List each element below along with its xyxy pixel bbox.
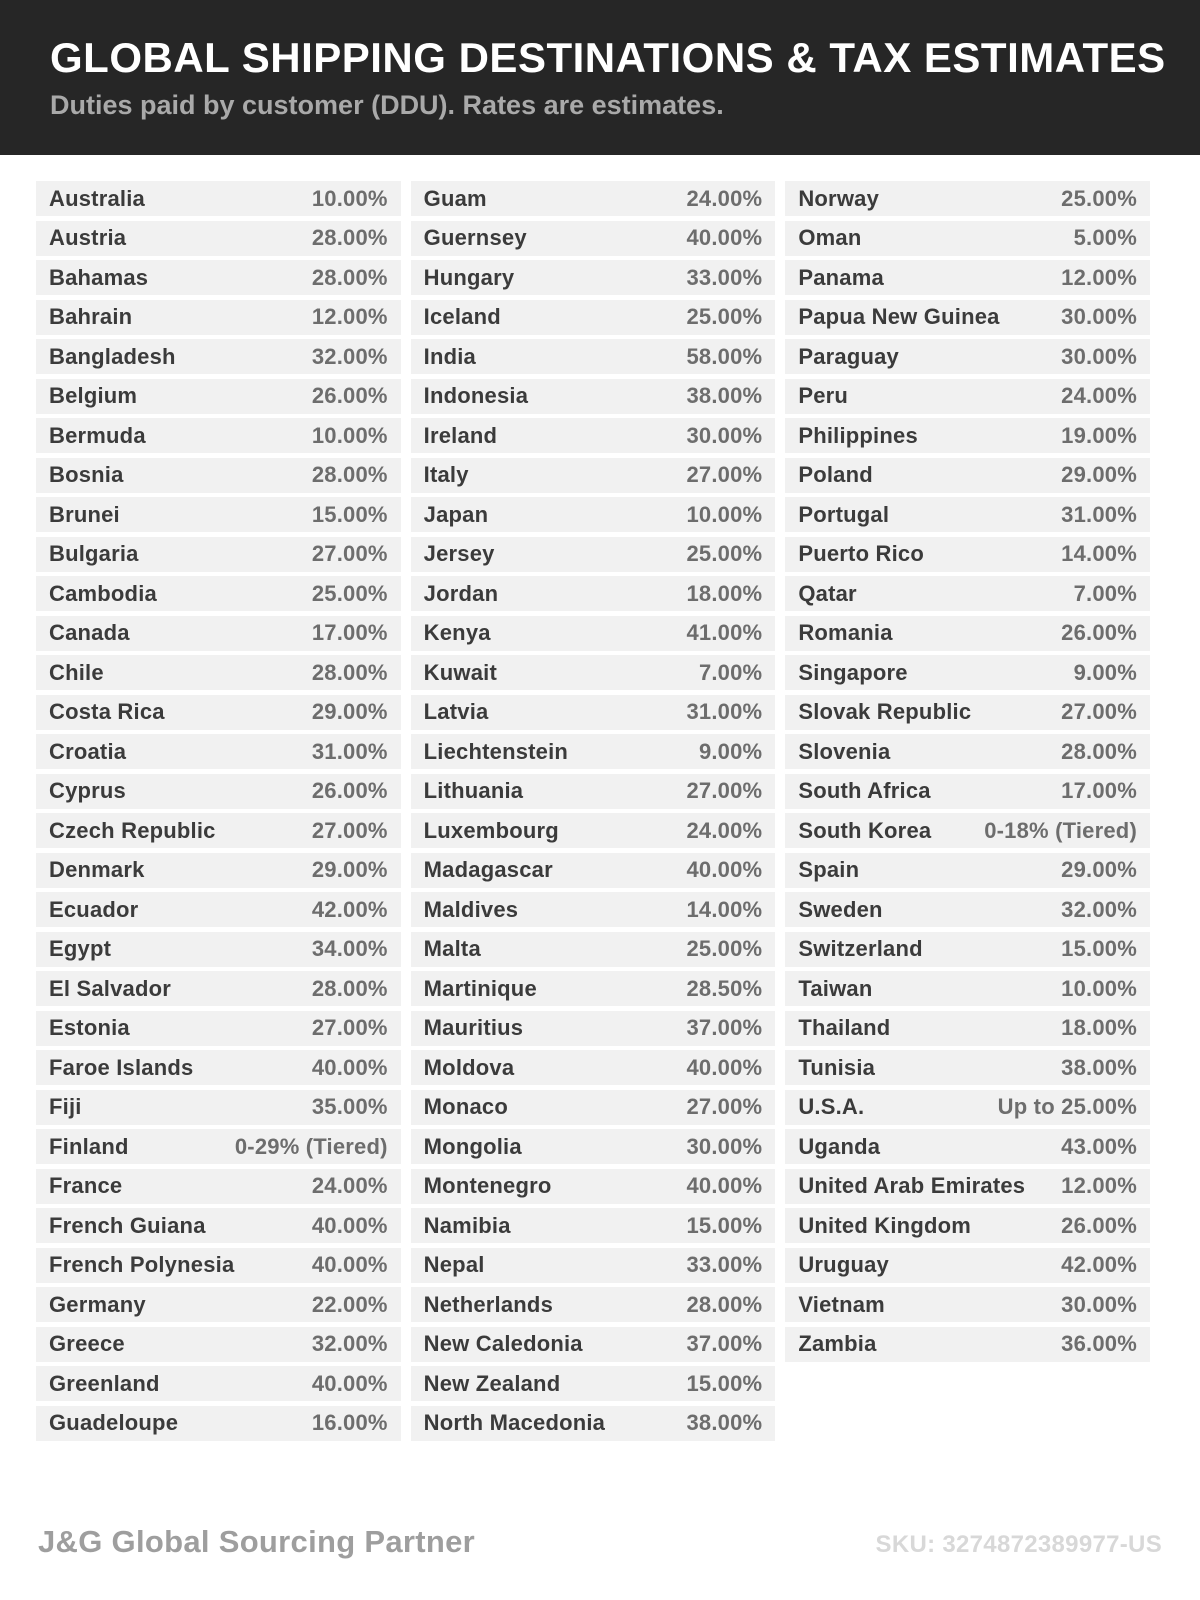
country-name: Oman — [798, 225, 862, 251]
tax-rate-value: 26.00% — [1061, 620, 1137, 646]
table-row — [411, 181, 776, 216]
table-row — [36, 181, 401, 216]
country-name: Sweden — [798, 896, 883, 922]
tax-rate-value: 12.00% — [311, 304, 388, 330]
country-name: South Africa — [798, 778, 931, 804]
tax-rate-value: 40.00% — [311, 1252, 388, 1278]
table-row — [785, 734, 1150, 769]
country-name: Latvia — [423, 699, 489, 725]
tax-rate-value: 24.00% — [686, 817, 763, 843]
country-name: Italy — [423, 462, 469, 488]
tax-rate-value: 40.00% — [686, 1173, 763, 1199]
tax-rate-value: 17.00% — [1061, 778, 1137, 804]
tax-rate-value: 12.00% — [1061, 264, 1137, 290]
tax-rate-value: 24.00% — [311, 1173, 388, 1199]
tax-rate-value: 29.00% — [311, 857, 388, 883]
country-name: Slovenia — [798, 738, 891, 764]
table-row — [36, 853, 401, 888]
country-name: United Arab Emirates — [798, 1173, 1026, 1199]
table-row — [411, 892, 776, 927]
tax-rate-value: 27.00% — [686, 462, 763, 488]
country-name: New Zealand — [423, 1370, 561, 1396]
country-name: Papua New Guinea — [798, 304, 1000, 330]
tax-rate-value: 28.00% — [311, 659, 388, 685]
tax-rate-value: 30.00% — [1061, 304, 1137, 330]
tax-rate-value: 42.00% — [311, 896, 388, 922]
tax-rate-value: 14.00% — [686, 896, 763, 922]
country-name: Bermuda — [49, 422, 146, 448]
table-row — [411, 537, 776, 572]
table-row — [411, 655, 776, 690]
tax-rate-value: 37.00% — [686, 1015, 763, 1041]
tax-rate-value: 10.00% — [311, 422, 388, 448]
country-name: Bangladesh — [49, 343, 176, 369]
table-row — [411, 1011, 776, 1046]
table-row — [785, 1208, 1150, 1243]
page-subtitle: Duties paid by customer (DDU). Rates are estimates. — [50, 90, 724, 121]
country-name: Switzerland — [798, 936, 923, 962]
country-name: Puerto Rico — [798, 541, 924, 567]
tax-rate-value: 28.00% — [311, 264, 388, 290]
tax-rate-value: 15.00% — [1061, 936, 1137, 962]
tax-rate-value: 25.00% — [311, 580, 388, 606]
table-row — [36, 458, 401, 493]
country-name: Portugal — [798, 501, 890, 527]
tax-rate-value: 0-29% (Tiered) — [234, 1133, 388, 1159]
country-name: Belgium — [49, 383, 138, 409]
tax-rate-value: 28.00% — [686, 1291, 763, 1317]
country-name: Peru — [798, 383, 849, 409]
country-name: Croatia — [49, 738, 127, 764]
country-name: Qatar — [798, 580, 857, 606]
table-row — [36, 1050, 401, 1085]
country-name: Jersey — [423, 541, 495, 567]
tax-rate-value: 43.00% — [1061, 1133, 1137, 1159]
page-title: GLOBAL SHIPPING DESTINATIONS & TAX ESTIMATES — [50, 34, 1166, 81]
table-row — [785, 971, 1150, 1006]
country-name: Denmark — [49, 857, 145, 883]
table-row — [785, 458, 1150, 493]
country-name: Germany — [49, 1291, 146, 1317]
country-name: Bahamas — [49, 264, 149, 290]
table-row — [411, 971, 776, 1006]
country-name: French Guiana — [49, 1212, 206, 1238]
country-name: Namibia — [423, 1212, 511, 1238]
country-name: Paraguay — [798, 343, 899, 369]
table-row — [785, 181, 1150, 216]
country-name: Zambia — [798, 1331, 877, 1357]
table-row — [411, 1169, 776, 1204]
tax-rate-value: 31.00% — [1061, 501, 1137, 527]
tax-rate-value: 34.00% — [311, 936, 388, 962]
tax-rate-value: 40.00% — [686, 857, 763, 883]
tax-rate-value: 27.00% — [311, 817, 388, 843]
table-row — [785, 853, 1150, 888]
table-row — [785, 1248, 1150, 1283]
table-row — [785, 695, 1150, 730]
table-row — [785, 339, 1150, 374]
country-name: Canada — [49, 620, 130, 646]
table-row — [36, 300, 401, 335]
tax-rate-value: 9.00% — [698, 738, 763, 764]
tax-rate-value: 10.00% — [311, 185, 388, 211]
header-banner — [0, 0, 1200, 155]
tax-rate-value: 7.00% — [1073, 580, 1137, 606]
table-row — [36, 497, 401, 532]
country-name: Martinique — [423, 975, 537, 1001]
table-row — [785, 813, 1150, 848]
table-row — [36, 379, 401, 414]
rate-column — [36, 181, 401, 1441]
country-name: Singapore — [798, 659, 908, 685]
tax-rate-value: 28.00% — [311, 462, 388, 488]
country-name: United Kingdom — [798, 1212, 971, 1238]
table-row — [785, 497, 1150, 532]
tax-rate-value: 28.50% — [686, 975, 763, 1001]
tax-rate-value: 29.00% — [1061, 857, 1137, 883]
tax-rate-value: 38.00% — [1061, 1054, 1137, 1080]
country-name: Ecuador — [49, 896, 139, 922]
table-row — [411, 1287, 776, 1322]
country-name: Cyprus — [49, 778, 126, 804]
table-row — [785, 576, 1150, 611]
country-name: Fiji — [49, 1094, 82, 1120]
country-name: India — [423, 343, 476, 369]
table-row — [785, 537, 1150, 572]
tax-rate-value: 26.00% — [311, 383, 388, 409]
country-name: Faroe Islands — [49, 1054, 194, 1080]
table-row — [36, 339, 401, 374]
country-name: Hungary — [423, 264, 515, 290]
country-name: Poland — [798, 462, 873, 488]
country-name: Madagascar — [423, 857, 553, 883]
tax-rate-value: 33.00% — [686, 264, 763, 290]
tax-rate-value: 28.00% — [311, 225, 388, 251]
table-row — [785, 221, 1150, 256]
table-row — [36, 576, 401, 611]
tax-rate-value: 28.00% — [1061, 738, 1137, 764]
tax-rate-value: 27.00% — [311, 541, 388, 567]
country-name: Moldova — [423, 1054, 515, 1080]
table-row — [411, 379, 776, 414]
table-row — [411, 576, 776, 611]
table-row — [36, 616, 401, 651]
country-name: Lithuania — [423, 778, 524, 804]
tax-rate-value: 26.00% — [1061, 1212, 1137, 1238]
tax-rate-value: 15.00% — [686, 1370, 763, 1396]
tax-rate-value: 30.00% — [1061, 1291, 1137, 1317]
country-name: Panama — [798, 264, 884, 290]
country-name: Jordan — [423, 580, 499, 606]
tax-rate-value: 18.00% — [686, 580, 763, 606]
tax-rate-value: 30.00% — [686, 422, 763, 448]
tax-rate-value: 12.00% — [1061, 1173, 1137, 1199]
table-row — [36, 1090, 401, 1125]
tax-rate-value: 15.00% — [686, 1212, 763, 1238]
table-row — [36, 1287, 401, 1322]
country-name: Philippines — [798, 422, 918, 448]
table-row — [785, 892, 1150, 927]
country-name: Mauritius — [423, 1015, 524, 1041]
tax-rate-value: 27.00% — [686, 778, 763, 804]
table-row — [411, 260, 776, 295]
country-name: Costa Rica — [49, 699, 165, 725]
tax-rate-value: 32.00% — [311, 343, 388, 369]
table-row — [411, 497, 776, 532]
table-row — [411, 458, 776, 493]
tax-rate-value: 27.00% — [686, 1094, 763, 1120]
tax-rate-table — [0, 181, 1200, 1441]
table-row — [411, 774, 776, 809]
country-name: New Caledonia — [423, 1331, 583, 1357]
table-row — [411, 1208, 776, 1243]
tax-rate-value: 25.00% — [686, 304, 763, 330]
table-row — [785, 1050, 1150, 1085]
table-row — [36, 221, 401, 256]
table-row — [785, 300, 1150, 335]
table-row — [36, 1129, 401, 1164]
table-row — [785, 616, 1150, 651]
sku-label: SKU: 3274872389977-US — [875, 1531, 1162, 1558]
tax-rate-value: 25.00% — [686, 541, 763, 567]
table-row — [36, 260, 401, 295]
tax-rate-value: 40.00% — [686, 225, 763, 251]
country-name: South Korea — [798, 817, 932, 843]
country-name: France — [49, 1173, 123, 1199]
tax-rate-value: 40.00% — [311, 1054, 388, 1080]
country-name: Brunei — [49, 501, 120, 527]
table-row — [36, 537, 401, 572]
tax-rate-value: 32.00% — [1061, 896, 1137, 922]
tax-rate-value: 9.00% — [1073, 659, 1137, 685]
tax-rate-value: 10.00% — [686, 501, 763, 527]
tax-rate-value: 19.00% — [1061, 422, 1137, 448]
table-row — [411, 695, 776, 730]
country-name: Greenland — [49, 1370, 160, 1396]
country-name: Norway — [798, 185, 879, 211]
table-row — [785, 655, 1150, 690]
table-row — [785, 932, 1150, 967]
tax-rate-value: 40.00% — [311, 1212, 388, 1238]
table-row — [36, 695, 401, 730]
tax-rate-value: 31.00% — [311, 738, 388, 764]
country-name: Kenya — [423, 620, 491, 646]
country-name: Slovak Republic — [798, 699, 972, 725]
footer — [0, 1524, 1200, 1560]
country-name: Chile — [49, 659, 104, 685]
table-row — [36, 971, 401, 1006]
table-row — [411, 1050, 776, 1085]
table-row — [36, 1208, 401, 1243]
country-name: Cambodia — [49, 580, 157, 606]
country-name: Austria — [49, 225, 127, 251]
table-row — [411, 1090, 776, 1125]
table-row — [411, 813, 776, 848]
table-row — [785, 1090, 1150, 1125]
table-row — [785, 1011, 1150, 1046]
rate-column — [785, 181, 1150, 1362]
table-row — [411, 1366, 776, 1401]
country-name: Guam — [423, 185, 487, 211]
country-name: Nepal — [423, 1252, 485, 1278]
tax-rate-value: 40.00% — [686, 1054, 763, 1080]
table-row — [785, 1327, 1150, 1362]
brand-name: J&G Global Sourcing Partner — [38, 1524, 476, 1559]
tax-rate-value: 30.00% — [1061, 343, 1137, 369]
table-row — [411, 339, 776, 374]
table-row — [785, 1287, 1150, 1322]
country-name: Iceland — [423, 304, 501, 330]
country-name: Bahrain — [49, 304, 133, 330]
table-row — [36, 1248, 401, 1283]
tax-rate-value: 58.00% — [686, 343, 763, 369]
table-row — [36, 892, 401, 927]
tax-rate-value: 0-18% (Tiered) — [984, 817, 1137, 843]
country-name: Montenegro — [423, 1173, 552, 1199]
country-name: French Polynesia — [49, 1252, 235, 1278]
country-name: Malta — [423, 936, 481, 962]
table-row — [411, 853, 776, 888]
country-name: U.S.A. — [798, 1094, 865, 1120]
table-row — [411, 932, 776, 967]
country-name: Japan — [423, 501, 489, 527]
tax-rate-value: 40.00% — [311, 1370, 388, 1396]
country-name: Romania — [798, 620, 893, 646]
country-name: Egypt — [49, 936, 112, 962]
tax-rate-value: Up to 25.00% — [997, 1094, 1137, 1120]
table-row — [36, 1366, 401, 1401]
country-name: Bosnia — [49, 462, 124, 488]
table-row — [36, 655, 401, 690]
table-row — [785, 379, 1150, 414]
tax-rate-value: 17.00% — [311, 620, 388, 646]
table-row — [411, 616, 776, 651]
table-row — [36, 1011, 401, 1046]
tax-rate-value: 30.00% — [686, 1133, 763, 1159]
country-name: Vietnam — [798, 1291, 885, 1317]
tax-rate-value: 25.00% — [1061, 185, 1137, 211]
tax-rate-value: 24.00% — [686, 185, 763, 211]
table-row — [411, 418, 776, 453]
table-row — [411, 734, 776, 769]
table-row — [785, 1169, 1150, 1204]
country-name: El Salvador — [49, 975, 172, 1001]
tax-rate-value: 27.00% — [311, 1015, 388, 1041]
tax-rate-value: 29.00% — [311, 699, 388, 725]
tax-rate-value: 41.00% — [686, 620, 763, 646]
table-row — [411, 1248, 776, 1283]
country-name: Monaco — [423, 1094, 508, 1120]
table-row — [36, 418, 401, 453]
table-row — [411, 1129, 776, 1164]
country-name: Indonesia — [423, 383, 529, 409]
country-name: Taiwan — [798, 975, 873, 1001]
tax-rate-value: 26.00% — [311, 778, 388, 804]
tax-rate-value: 37.00% — [686, 1331, 763, 1357]
tax-rate-value: 10.00% — [1061, 975, 1137, 1001]
country-name: North Macedonia — [423, 1410, 606, 1436]
country-name: Finland — [49, 1133, 129, 1159]
country-name: Czech Republic — [49, 817, 216, 843]
country-name: Estonia — [49, 1015, 130, 1041]
country-name: Ireland — [423, 422, 498, 448]
tax-rate-value: 25.00% — [686, 936, 763, 962]
table-row — [411, 1327, 776, 1362]
tax-rate-value: 33.00% — [686, 1252, 763, 1278]
country-name: Luxembourg — [423, 817, 559, 843]
tax-rate-value: 42.00% — [1061, 1252, 1137, 1278]
country-name: Uruguay — [798, 1252, 889, 1278]
tax-rate-value: 14.00% — [1061, 541, 1137, 567]
tax-rate-value: 15.00% — [311, 501, 388, 527]
country-name: Kuwait — [423, 659, 497, 685]
table-row — [411, 1406, 776, 1441]
rate-column — [411, 181, 776, 1441]
tax-rate-value: 18.00% — [1061, 1015, 1137, 1041]
table-row — [36, 734, 401, 769]
country-name: Liechtenstein — [423, 738, 569, 764]
tax-rate-value: 22.00% — [311, 1291, 388, 1317]
table-row — [785, 774, 1150, 809]
table-row — [36, 1169, 401, 1204]
table-row — [36, 1327, 401, 1362]
country-name: Bulgaria — [49, 541, 139, 567]
tax-rate-value: 28.00% — [311, 975, 388, 1001]
tax-rate-value: 27.00% — [1061, 699, 1137, 725]
country-name: Greece — [49, 1331, 125, 1357]
tax-rate-value: 31.00% — [686, 699, 763, 725]
tax-rate-value: 7.00% — [698, 659, 763, 685]
tax-rate-value: 38.00% — [686, 1410, 763, 1436]
table-row — [785, 418, 1150, 453]
country-name: Spain — [798, 857, 860, 883]
country-name: Australia — [49, 185, 145, 211]
tax-rate-value: 38.00% — [686, 383, 763, 409]
table-row — [411, 221, 776, 256]
tax-rate-value: 24.00% — [1061, 383, 1137, 409]
country-name: Maldives — [423, 896, 519, 922]
country-name: Guernsey — [423, 225, 527, 251]
tax-rate-value: 32.00% — [311, 1331, 388, 1357]
tax-rate-value: 29.00% — [1061, 462, 1137, 488]
country-name: Netherlands — [423, 1291, 554, 1317]
table-row — [36, 813, 401, 848]
country-name: Tunisia — [798, 1054, 876, 1080]
table-row — [36, 1406, 401, 1441]
table-row — [785, 1129, 1150, 1164]
table-row — [411, 300, 776, 335]
table-row — [36, 932, 401, 967]
tax-rate-value: 5.00% — [1073, 225, 1137, 251]
country-name: Thailand — [798, 1015, 891, 1041]
country-name: Uganda — [798, 1133, 881, 1159]
tax-rate-value: 16.00% — [311, 1410, 388, 1436]
table-row — [36, 774, 401, 809]
country-name: Mongolia — [423, 1133, 522, 1159]
tax-rate-value: 35.00% — [311, 1094, 388, 1120]
country-name: Guadeloupe — [49, 1410, 179, 1436]
table-row — [785, 260, 1150, 295]
tax-rate-value: 36.00% — [1061, 1331, 1137, 1357]
